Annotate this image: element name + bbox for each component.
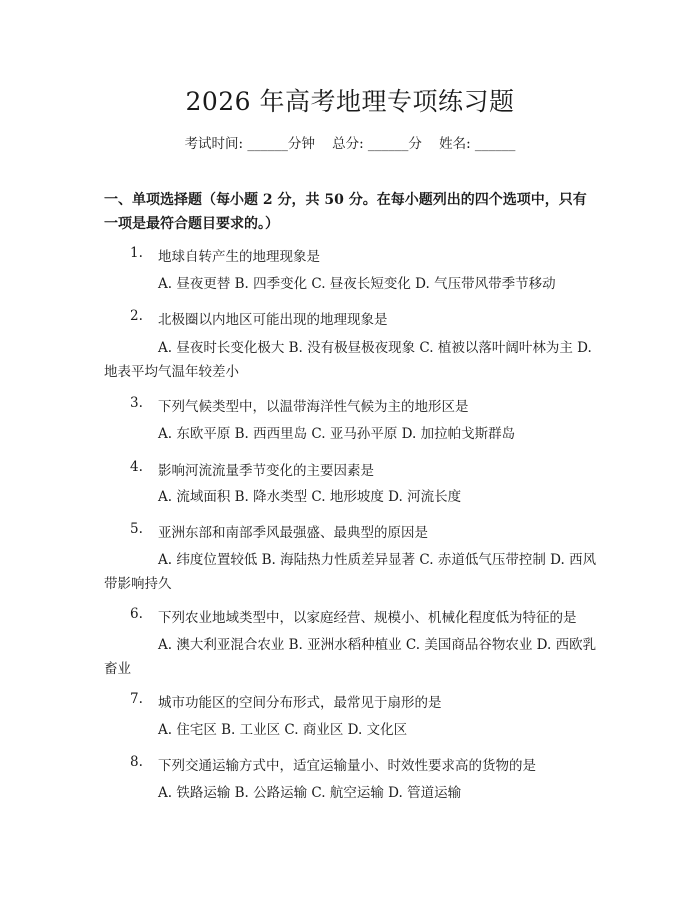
question-text: 城市功能区的空间分布形式，最常见于扇形的是 (158, 695, 442, 711)
question-text: 下列农业地域类型中，以家庭经营、规模小、机械化程度低为特征的是 (158, 610, 577, 626)
question-number: 8. (130, 754, 143, 770)
question-text: 北极圈以内地区可能出现的地理现象是 (158, 312, 388, 328)
question-options: A. 东欧平原 B. 西西里岛 C. 亚马孙平原 D. 加拉帕戈斯群岛 (158, 426, 516, 442)
question-number: 6. (130, 606, 143, 622)
question-options: A. 纬度位置较低 B. 海陆热力性质差异显著 C. 赤道低气压带控制 D. 西风带影响持久 (104, 552, 597, 592)
section-heading: 一、单项选择题（每小题 2 分，共 50 分。在每小题列出的四个选项中，只有一项是最符合题目要求的。） (104, 192, 587, 232)
question-text: 下列交通运输方式中，适宜运输量小、时效性要求高的货物的是 (158, 758, 536, 774)
question-text: 影响河流流量季节变化的主要因素是 (158, 463, 374, 479)
question-number: 2. (130, 308, 143, 324)
question-options: A. 住宅区 B. 工业区 C. 商业区 D. 文化区 (158, 722, 408, 738)
question-number: 1. (130, 245, 143, 261)
question-number: 3. (130, 395, 143, 411)
question-text: 下列气候类型中，以温带海洋性气候为主的地形区是 (158, 399, 469, 415)
question-number: 7. (130, 691, 143, 707)
question-number: 4. (130, 459, 143, 475)
question-options: A. 铁路运输 B. 公路运输 C. 航空运输 D. 管道运输 (158, 785, 462, 801)
question-options: A. 昼夜时长变化极大 B. 没有极昼极夜现象 C. 植被以落叶阔叶林为主 D. 地表平均气温年较差小 (104, 340, 592, 380)
question-text: 地球自转产生的地理现象是 (158, 249, 320, 265)
question-options: A. 流域面积 B. 降水类型 C. 地形坡度 D. 河流长度 (158, 489, 462, 505)
question-text: 亚洲东部和南部季风最强盛、最典型的原因是 (158, 525, 428, 541)
exam-info-line: 考试时间: ______分钟 总分: ______分 姓名: ______ (184, 136, 516, 152)
question-options: A. 澳大利亚混合农业 B. 亚洲水稻种植业 C. 美国商品谷物农业 D. 西欧乳畜业 (104, 637, 597, 677)
question-options: A. 昼夜更替 B. 四季变化 C. 昼夜长短变化 D. 气压带风带季节移动 (158, 276, 556, 292)
question-number: 5. (130, 521, 143, 537)
page-title: 2026 年高考地理专项练习题 (185, 87, 515, 116)
